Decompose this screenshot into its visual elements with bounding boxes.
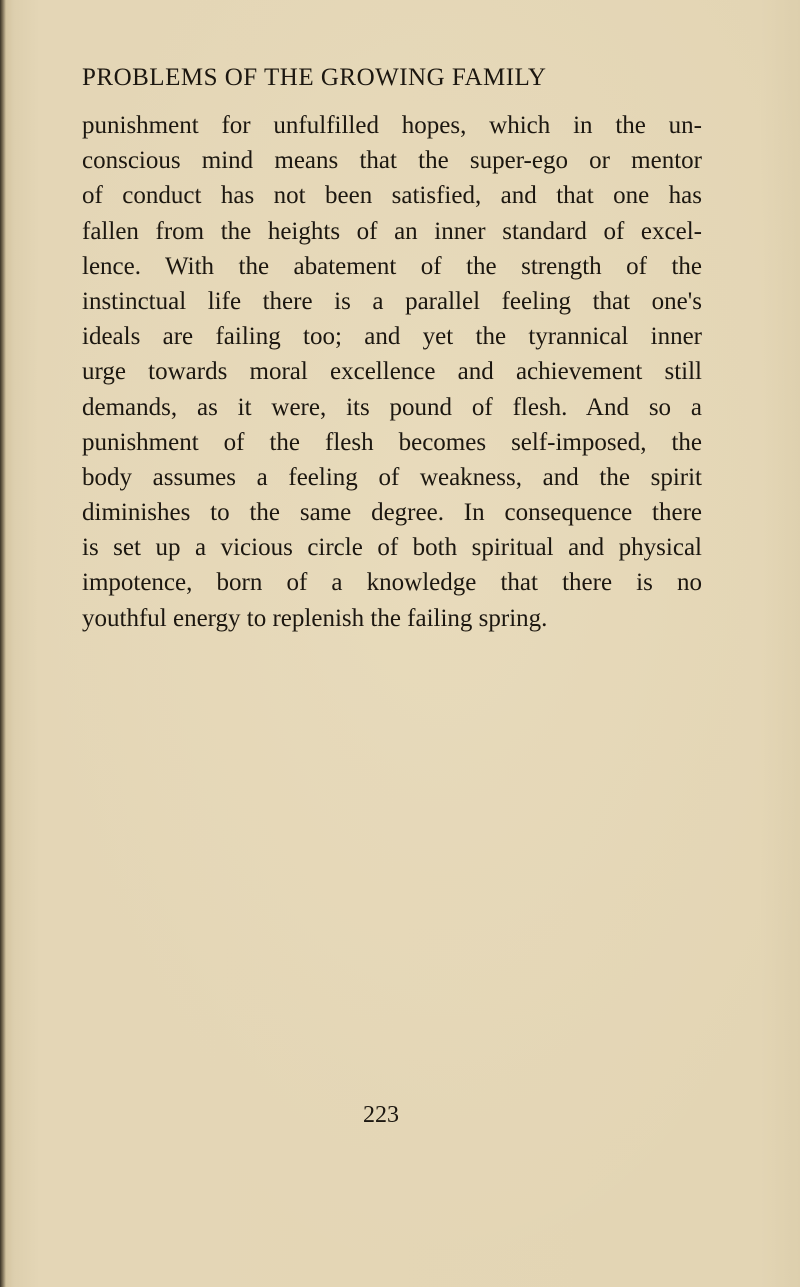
text-line: urge towards moral excellence and achievement still — [82, 358, 702, 386]
text-line: instinctual life there is a parallel feeling that one's — [82, 287, 702, 315]
binding-edge — [0, 0, 6, 1287]
text-line: youthful energy to replenish the failing spring. — [82, 604, 548, 632]
body-paragraph — [82, 108, 702, 636]
text-line: impotence, born of a knowledge that there is no — [82, 569, 702, 597]
text-line: lence. With the abatement of the strength of the — [82, 252, 702, 280]
text-line: diminishes to the same degree. In consequence there — [82, 499, 702, 527]
text-line: ideals are failing too; and yet the tyrannical inner — [82, 323, 702, 351]
page-number: 223 — [363, 1102, 399, 1128]
text-line: punishment of the flesh becomes self-imposed, the — [82, 428, 702, 456]
text-line: conscious mind means that the super-ego or mentor — [82, 147, 702, 175]
text-line: punishment for unfulfilled hopes, which in the un- — [82, 112, 702, 139]
text-line: demands, as it were, its pound of flesh. And so a — [82, 393, 702, 421]
text-line: fallen from the heights of an inner standard of excel- — [82, 217, 702, 245]
text-line: body assumes a feeling of weakness, and the spirit — [82, 463, 702, 491]
text-line: is set up a vicious circle of both spiritual and physical — [82, 534, 702, 562]
text-line: of conduct has not been satisfied, and that one has — [82, 182, 702, 210]
running-head: PROBLEMS OF THE GROWING FAMILY — [82, 64, 547, 91]
